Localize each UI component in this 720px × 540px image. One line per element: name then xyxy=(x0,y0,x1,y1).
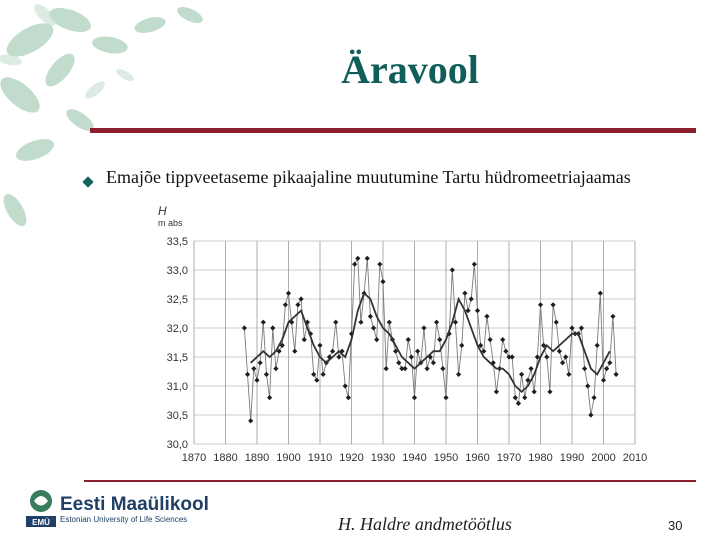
chart-grid xyxy=(194,241,635,444)
x-tick-label: 2000 xyxy=(591,452,616,464)
data-point xyxy=(314,378,319,383)
data-point xyxy=(563,354,568,359)
data-point xyxy=(513,395,518,400)
university-subtitle: Estonian University of Life Sciences xyxy=(60,515,188,524)
data-point xyxy=(302,337,307,342)
data-point xyxy=(607,360,612,365)
bullet-text: Emajõe tippveetaseme pikaajaline muutumine Tartu hüdromeetriajaamas xyxy=(106,167,631,187)
y-tick-label: 31,0 xyxy=(166,381,188,393)
data-point xyxy=(588,412,593,417)
y-tick-label: 33,0 xyxy=(166,265,188,277)
data-point xyxy=(437,337,442,342)
data-point xyxy=(292,349,297,354)
data-point xyxy=(258,360,263,365)
data-point xyxy=(560,360,565,365)
data-point xyxy=(500,337,505,342)
data-point xyxy=(503,349,508,354)
data-point xyxy=(469,296,474,301)
data-point xyxy=(415,349,420,354)
y-tick-label: 32,0 xyxy=(166,323,188,335)
x-tick-label: 1870 xyxy=(181,452,207,464)
data-point xyxy=(330,349,335,354)
x-tick-label: 1930 xyxy=(370,452,396,464)
data-point xyxy=(402,366,407,371)
water-level-chart xyxy=(150,200,660,475)
data-point xyxy=(595,343,600,348)
data-point xyxy=(557,349,562,354)
y-tick-label: 33,5 xyxy=(166,236,188,248)
university-logo-icon xyxy=(24,488,58,528)
title-divider xyxy=(90,128,696,133)
data-point xyxy=(532,389,537,394)
data-point xyxy=(380,279,385,284)
data-point xyxy=(317,343,322,348)
data-point xyxy=(242,325,247,330)
data-point xyxy=(547,389,552,394)
smoothed-series-line xyxy=(251,293,610,392)
data-point xyxy=(396,360,401,365)
data-point xyxy=(591,395,596,400)
data-point xyxy=(582,366,587,371)
data-point xyxy=(245,372,250,377)
data-point xyxy=(264,372,269,377)
data-point xyxy=(365,256,370,261)
data-point xyxy=(336,354,341,359)
data-point xyxy=(604,366,609,371)
y-tick-label: 30,5 xyxy=(166,410,188,422)
data-point xyxy=(355,256,360,261)
data-point xyxy=(248,418,253,423)
data-point xyxy=(459,343,464,348)
data-point xyxy=(352,262,357,267)
y-axis-unit: m abs xyxy=(158,218,183,228)
data-point xyxy=(528,366,533,371)
x-tick-labels xyxy=(182,452,647,464)
data-point xyxy=(273,366,278,371)
data-point xyxy=(585,383,590,388)
data-point xyxy=(406,337,411,342)
data-point xyxy=(409,354,414,359)
svg-text:EMÜ: EMÜ xyxy=(32,518,50,527)
x-tick-label: 1920 xyxy=(339,452,364,464)
data-point xyxy=(261,320,266,325)
x-tick-label: 1970 xyxy=(496,452,522,464)
data-point xyxy=(484,314,489,319)
data-point xyxy=(614,372,619,377)
data-point xyxy=(283,302,288,307)
data-point xyxy=(267,395,272,400)
x-tick-label: 1950 xyxy=(433,452,459,464)
data-point xyxy=(374,337,379,342)
data-point xyxy=(601,378,606,383)
data-point xyxy=(488,337,493,342)
footer-divider xyxy=(84,480,696,482)
data-point xyxy=(377,262,382,267)
data-point xyxy=(254,378,259,383)
data-point xyxy=(554,320,559,325)
data-point xyxy=(610,314,615,319)
data-point xyxy=(387,320,392,325)
data-point xyxy=(299,296,304,301)
data-point xyxy=(440,366,445,371)
annual-series-line xyxy=(244,258,616,420)
x-tick-label: 2010 xyxy=(622,452,648,464)
y-tick-label: 30,0 xyxy=(166,439,188,451)
y-axis-symbol: H xyxy=(158,204,167,218)
data-point xyxy=(494,389,499,394)
data-point xyxy=(569,325,574,330)
slide-title: Äravool xyxy=(341,47,479,92)
x-tick-label: 1910 xyxy=(307,452,333,464)
x-tick-label: 1890 xyxy=(244,452,270,464)
data-series xyxy=(242,256,619,424)
data-point xyxy=(456,372,461,377)
data-point xyxy=(286,291,291,296)
data-point xyxy=(462,291,467,296)
x-tick-label: 1940 xyxy=(402,452,427,464)
data-point xyxy=(251,366,256,371)
data-point xyxy=(522,395,527,400)
data-point xyxy=(598,291,603,296)
data-point xyxy=(384,366,389,371)
data-point xyxy=(358,320,363,325)
y-tick-label: 32,5 xyxy=(166,294,188,306)
data-point xyxy=(425,366,430,371)
data-point xyxy=(295,302,300,307)
y-tick-label: 31,5 xyxy=(166,352,188,364)
x-tick-label: 1980 xyxy=(528,452,553,464)
data-point xyxy=(516,401,521,406)
x-tick-label: 1990 xyxy=(559,452,585,464)
data-point xyxy=(321,372,326,377)
data-point xyxy=(421,325,426,330)
data-point xyxy=(412,395,417,400)
data-point xyxy=(544,354,549,359)
data-point xyxy=(368,314,373,319)
data-point xyxy=(346,395,351,400)
page-number: 30 xyxy=(668,518,683,533)
x-tick-label: 1880 xyxy=(213,452,238,464)
x-tick-label: 1900 xyxy=(276,452,301,464)
data-point xyxy=(510,354,515,359)
data-point xyxy=(270,325,275,330)
data-point xyxy=(333,320,338,325)
university-name: Eesti Maaülikool xyxy=(60,494,209,515)
data-point xyxy=(450,267,455,272)
data-point xyxy=(431,360,436,365)
data-point xyxy=(434,320,439,325)
data-point xyxy=(443,395,448,400)
data-point xyxy=(343,383,348,388)
data-point xyxy=(475,308,480,313)
data-point xyxy=(472,262,477,267)
x-tick-label: 1960 xyxy=(465,452,490,464)
y-tick-labels xyxy=(167,236,188,451)
data-point xyxy=(566,372,571,377)
author-credit: H. Haldre andmetöötlus xyxy=(338,514,512,534)
data-point xyxy=(551,302,556,307)
data-point xyxy=(538,302,543,307)
data-point xyxy=(579,325,584,330)
data-point xyxy=(519,372,524,377)
data-point xyxy=(311,372,316,377)
data-point xyxy=(371,325,376,330)
